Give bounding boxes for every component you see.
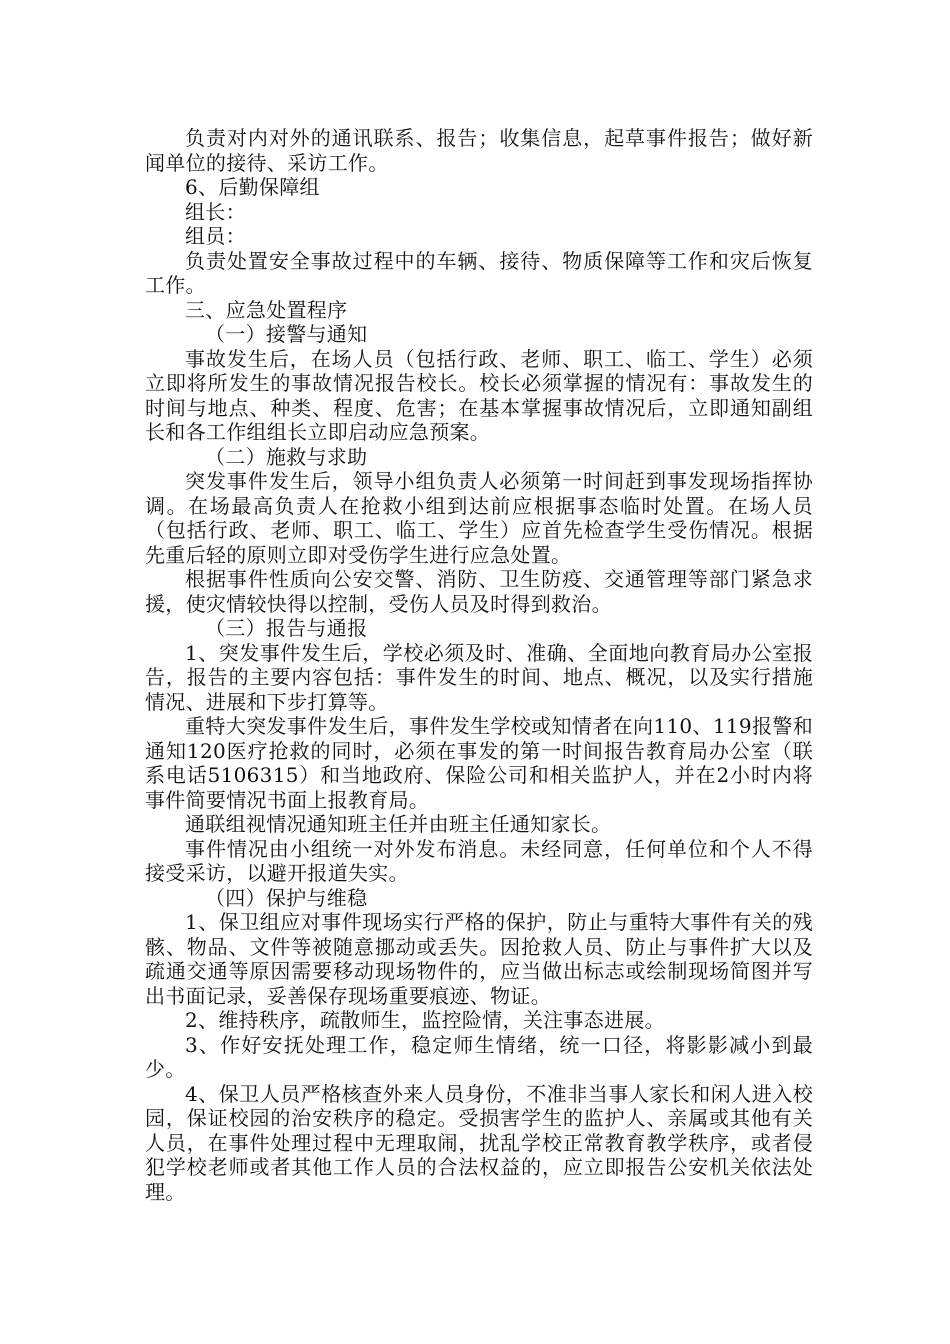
paragraph-15: 通联组视情况通知班主任并由班主任通知家长。	[185, 812, 612, 836]
paragraph-10: 突发事件发生后，领导小组负责人必须第一时间赶到事发现场指挥协调。在场最高负责人在抢救小组到达前应根据事态临时处置。在场人员（包括行政、老师、职工、临工、学生）应首先检查学生受伤情况。根据先重后轻的原则立即对受伤学生进行应急处置。	[145, 469, 813, 567]
paragraph-5: 负责处置安全事故过程中的车辆、接待、物质保障等工作和灾后恢复工作。	[145, 248, 813, 297]
paragraph-20: 3、作好安抚处理工作，稳定师生情绪，统一口径，将影影减小到最少。	[145, 1032, 813, 1081]
paragraph-3: 组长：	[185, 199, 246, 224]
document-body	[145, 126, 813, 1204]
paragraph-19: 2、维持秩序，疏散师生，监控险情，关注事态进展。	[185, 1008, 665, 1032]
paragraph-4: 组员：	[185, 224, 246, 248]
paragraph-8: 事故发生后，在场人员（包括行政、老师、职工、临工、学生）必须立即将所发生的事故情况报告校长。校长必须掌握的情况有：事故发生的时间与地点、种类、程度、危害；在基本掌握事故情况后，立即通知副组长和各工作组组长立即启动应急预案。	[145, 346, 813, 444]
section-heading-3: 三、应急处置程序	[185, 297, 348, 322]
paragraph-2: 6、后勤保障组	[185, 175, 320, 199]
subheading-4: （四）保护与维稳	[205, 885, 368, 910]
paragraph-16: 事件情况由小组统一对外发布消息。未经同意，任何单位和个人不得接受采访，以避开报道失实。	[145, 836, 813, 885]
paragraph-18: 1、保卫组应对事件现场实行严格的保护，防止与重特大事件有关的残骸、物品、文件等被随意挪动或丢失。因抢救人员、防止与事件扩大以及疏通交通等原因需要移动现场物件的，应当做出标志或绘制现场简图并写出书面记录，妥善保存现场重要痕迹、物证。	[145, 910, 813, 1008]
paragraph-14: 重特大突发事件发生后，事件发生学校或知情者在向110、119报警和通知120医疗抢救的同时，必须在事发的第一时间报告教育局办公室（联系电话5106315）和当地政府、保险公司和相关监护人，并在2小时内将事件简要情况书面上报教育局。	[145, 714, 813, 812]
paragraph-11: 根据事件性质向公安交警、消防、卫生防疫、交通管理等部门紧急求援，使灾情较快得以控制，受伤人员及时得到救治。	[145, 567, 813, 616]
subheading-2: （二）施救与求助	[205, 444, 368, 469]
subheading-3: （三）报告与通报	[205, 616, 368, 640]
paragraph-1: 负责对内对外的通讯联系、报告；收集信息，起草事件报告；做好新闻单位的接待、采访工作。	[145, 126, 813, 175]
subheading-1: （一）接警与通知	[205, 322, 368, 346]
paragraph-13: 1、突发事件发生后，学校必须及时、准确、全面地向教育局办公室报告，报告的主要内容包括：事件发生的时间、地点、概况，以及实行措施情况、进展和下步打算等。	[145, 640, 813, 714]
paragraph-21: 4、保卫人员严格核查外来人员身份，不准非当事人家长和闲人进入校园，保证校园的治安秩序的稳定。受损害学生的监护人、亲属或其他有关人员，在事件处理过程中无理取闹，扰乱学校正常教育教学秩序，或者侵犯学校老师或者其他工作人员的合法权益的，应立即报告公安机关依法处理。	[145, 1081, 813, 1204]
